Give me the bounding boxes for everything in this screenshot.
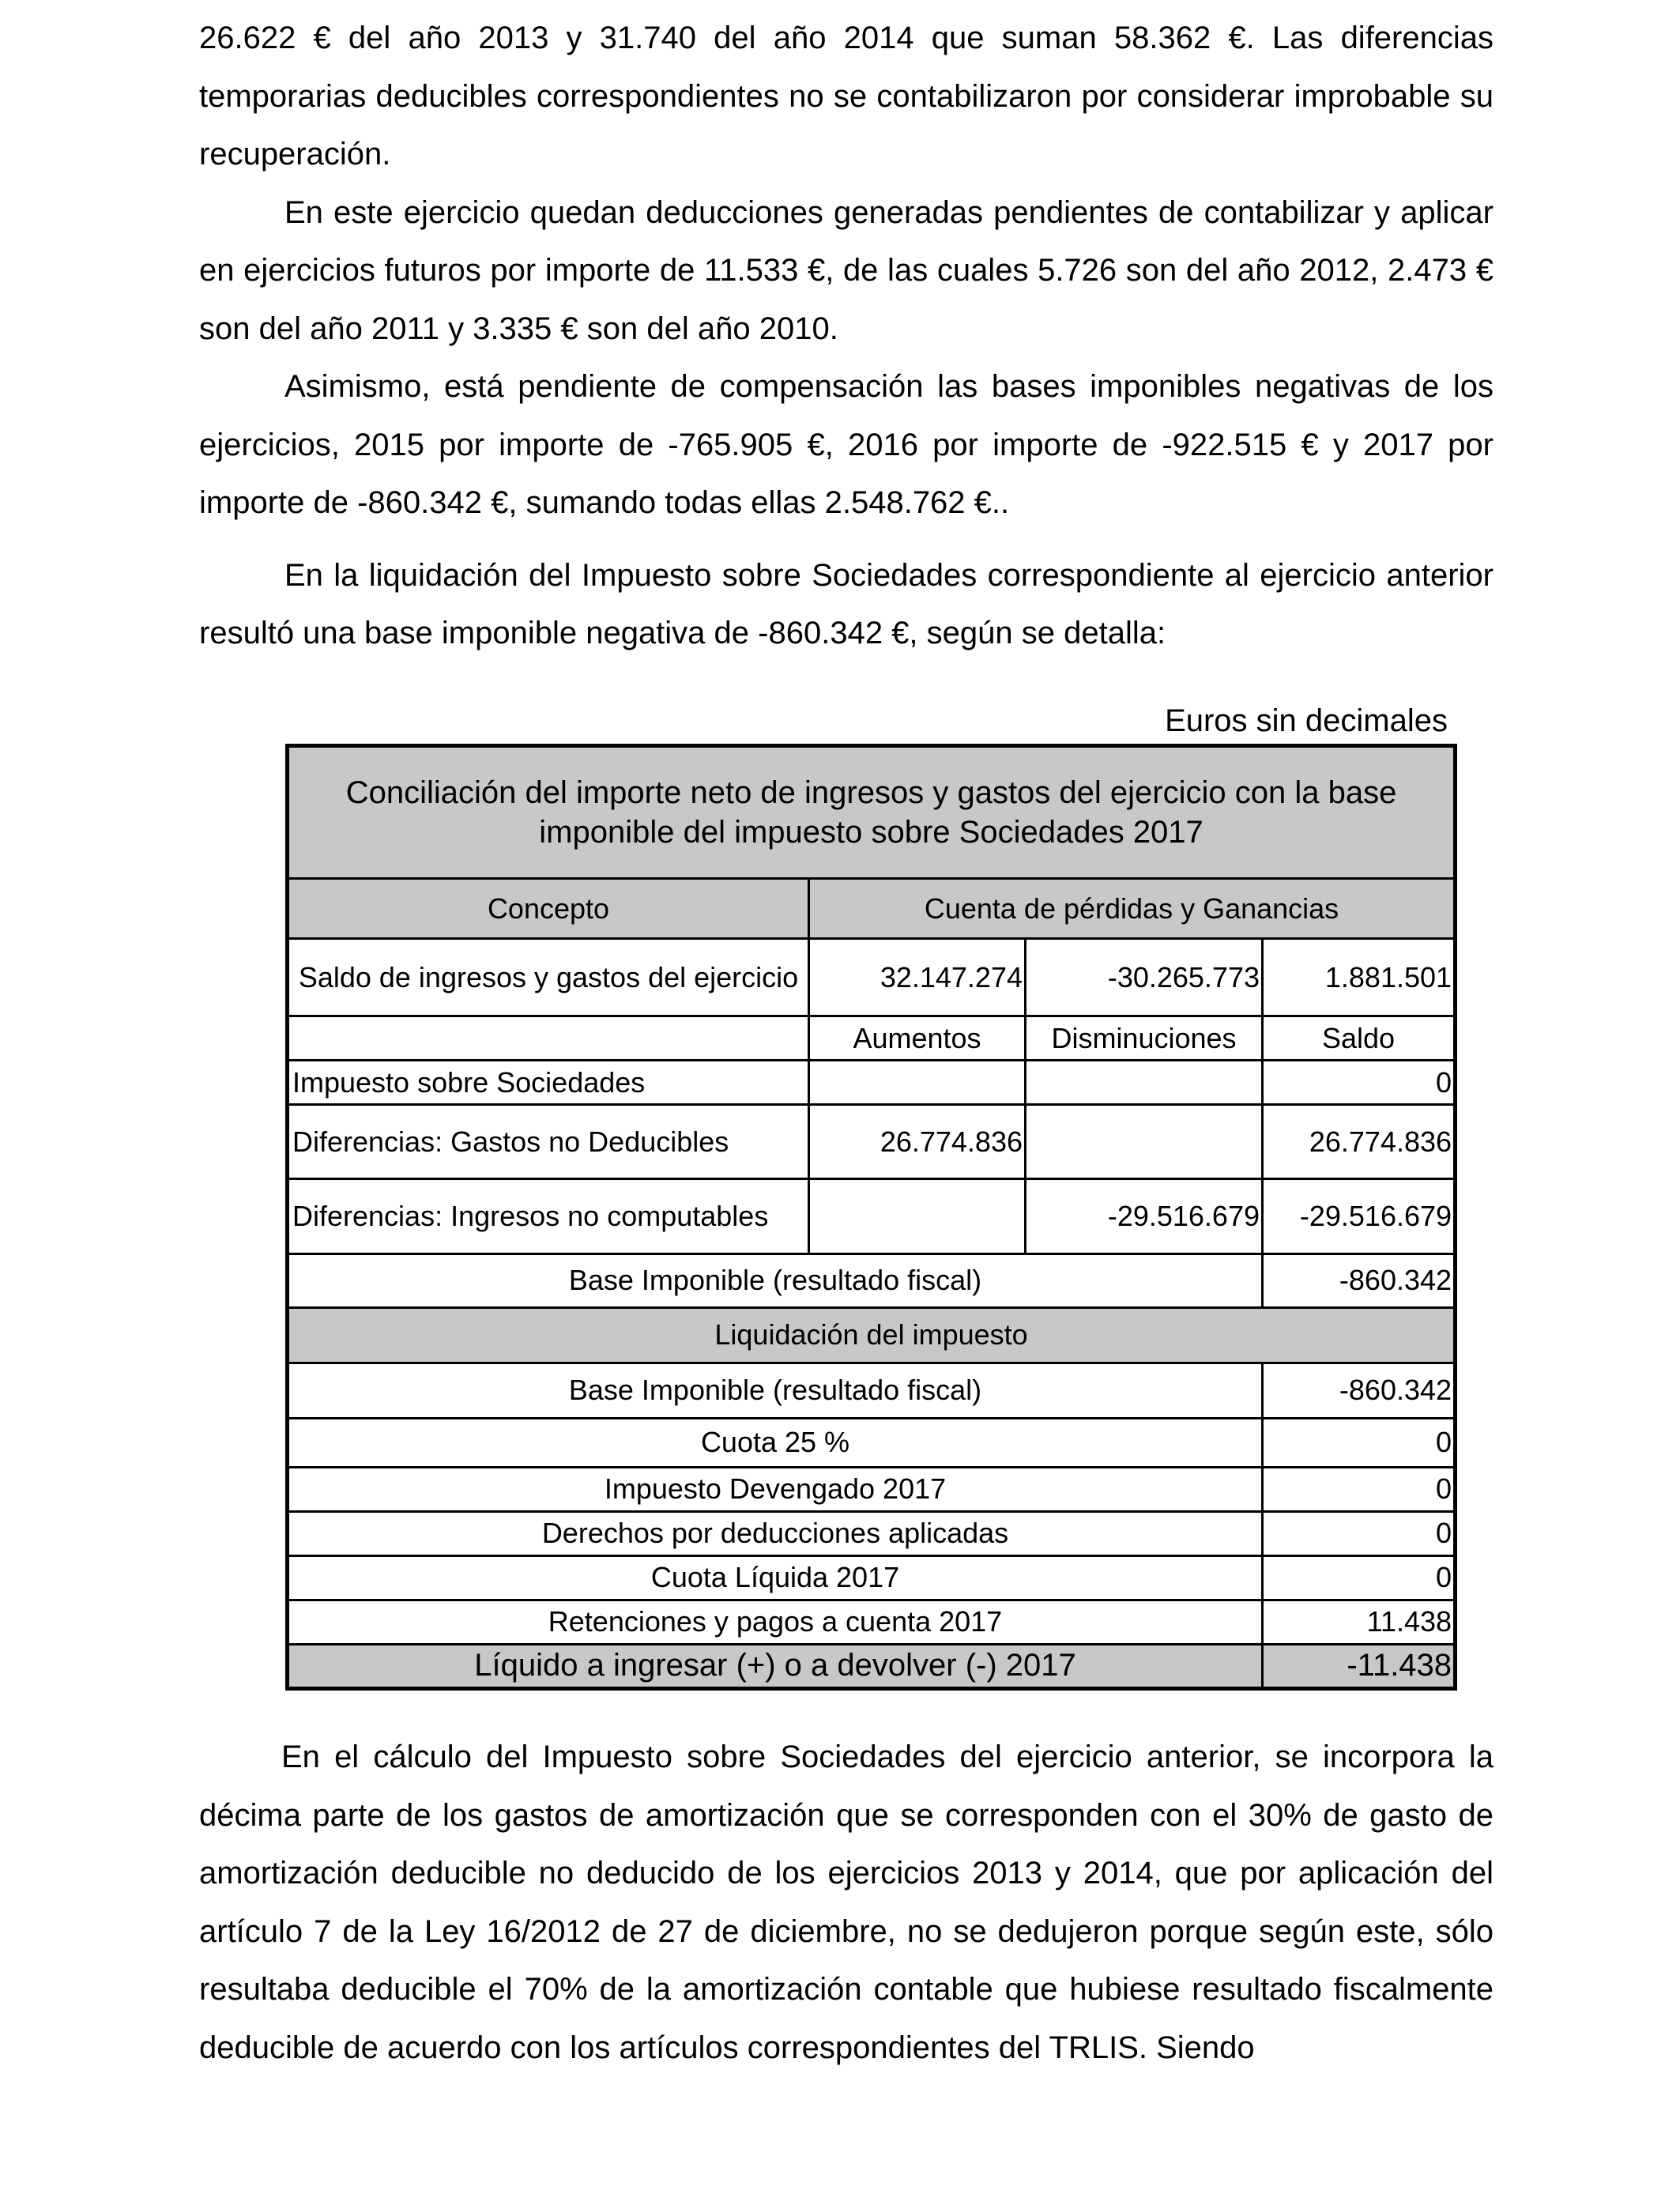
table-row <box>288 1418 1456 1467</box>
paragraph: En el cálculo del Impuesto sobre Sociedades del ejercicio anterior, se incorpora la décima parte de los gastos de amortización que se corresponden con el 30% de gasto de amortización deducible no deducido de los ejercicios 2013 y 2014, que por aplicación del artículo 7 de la Ley 16/2012 de 27 de diciembre, no se dedujeron porque según este, sólo resultaba deducible el 70% de la amortización contable que hubiese resultado fiscalmente deducible de acuerdo con los artículos correspondientes del TRLIS. Siendo <box>199 1740 1494 2065</box>
row-label: Impuesto Devengado 2017 <box>288 1467 1263 1511</box>
cell-value: 0 <box>1263 1511 1456 1555</box>
total-label: Líquido a ingresar (+) o a devolver (-) 2017 <box>288 1644 1263 1688</box>
table-row <box>288 1061 1456 1105</box>
table-header-row <box>288 879 1456 939</box>
total-value: -11.438 <box>1263 1644 1456 1688</box>
table-row <box>288 1511 1456 1555</box>
table-row <box>288 1105 1456 1179</box>
row-label: Retenciones y pagos a cuenta 2017 <box>288 1600 1263 1644</box>
cell-gastos: -30.265.773 <box>1026 939 1263 1016</box>
table-title-row <box>288 746 1456 879</box>
header-concepto: Concepto <box>288 879 809 939</box>
row-label: Derechos por deducciones aplicadas <box>288 1511 1263 1555</box>
cell-aumentos: 26.774.836 <box>809 1105 1026 1179</box>
table-row <box>288 939 1456 1016</box>
top-text <box>199 9 1494 663</box>
paragraph: En este ejercicio quedan deducciones generadas pendientes de contabilizar y aplicar en ejercicios futuros por importe de 11.533 €, de las cuales 5.726 son del año 2012, 2.473 € son del año 2011 y 3.335 € son del año 2010. <box>199 194 1494 346</box>
paragraph: 26.622 € del año 2013 y 31.740 del año 2014 que suman 58.362 €. Las diferencias temporarias deducibles correspondientes no se contabilizaron por considerar improbable su recuperación. <box>199 21 1494 172</box>
bottom-text <box>199 1728 1494 2077</box>
cell-value: 0 <box>1263 1418 1456 1467</box>
row-label: Diferencias: Gastos no Deducibles <box>288 1105 809 1179</box>
header-cuenta: Cuenta de pérdidas y Ganancias <box>809 879 1456 939</box>
row-label: Diferencias: Ingresos no computables <box>288 1179 809 1253</box>
cell-saldo: 1.881.501 <box>1263 939 1456 1016</box>
table-title: Conciliación del importe neto de ingresos y gastos del ejercicio con la base imponible del impuesto sobre Sociedades 2017 <box>288 746 1456 879</box>
table-subheader-row <box>288 1016 1456 1061</box>
liquidacion-header: Liquidación del impuesto <box>288 1307 1456 1363</box>
row-label: Saldo de ingresos y gastos del ejercicio <box>288 939 809 1016</box>
cell-value: 11.438 <box>1263 1600 1456 1644</box>
cell-value: 0 <box>1263 1467 1456 1511</box>
cell-value: -860.342 <box>1263 1363 1456 1418</box>
cell-disminuciones: -29.516.679 <box>1026 1179 1263 1253</box>
table-row <box>288 1600 1456 1644</box>
cell-value: -860.342 <box>1263 1253 1456 1307</box>
paragraph: Asimismo, está pendiente de compensación las bases imponibles negativas de los ejercicios, 2015 por importe de -765.905 €, 2016 por importe de -922.515 € y 2017 por importe de -860.342 €, sumando todas ellas 2.548.762 €.. <box>199 369 1494 520</box>
reconciliation-table <box>285 744 1457 1691</box>
cell-saldo: -29.516.679 <box>1263 1179 1456 1253</box>
liquidacion-header-row <box>288 1307 1456 1363</box>
cell-value: 0 <box>1263 1555 1456 1600</box>
header-saldo: Saldo <box>1263 1016 1456 1061</box>
row-label: Impuesto sobre Sociedades <box>288 1061 809 1105</box>
table-row <box>288 1555 1456 1600</box>
cell-disminuciones <box>1026 1105 1263 1179</box>
row-label: Base Imponible (resultado fiscal) <box>288 1363 1263 1418</box>
header-disminuciones: Disminuciones <box>1026 1016 1263 1061</box>
cell-aumentos <box>809 1179 1026 1253</box>
table-row <box>288 1253 1456 1307</box>
table-row <box>288 1467 1456 1511</box>
table-row <box>288 1179 1456 1253</box>
cell-saldo: 26.774.836 <box>1263 1105 1456 1179</box>
table-total-row <box>288 1644 1456 1688</box>
row-label: Base Imponible (resultado fiscal) <box>288 1253 1263 1307</box>
empty-cell <box>288 1016 809 1061</box>
header-aumentos: Aumentos <box>809 1016 1026 1061</box>
unit-note: Euros sin decimales <box>1165 703 1448 738</box>
row-label: Cuota 25 % <box>288 1418 1263 1467</box>
table-row <box>288 1363 1456 1418</box>
paragraph: En la liquidación del Impuesto sobre Sociedades correspondiente al ejercicio anterior resultó una base imponible negativa de -860.342 €, según se detalla: <box>199 557 1494 650</box>
cell-disminuciones <box>1026 1061 1263 1105</box>
cell-ingresos: 32.147.274 <box>809 939 1026 1016</box>
cell-aumentos <box>809 1061 1026 1105</box>
row-label: Cuota Líquida 2017 <box>288 1555 1263 1600</box>
cell-saldo: 0 <box>1263 1061 1456 1105</box>
